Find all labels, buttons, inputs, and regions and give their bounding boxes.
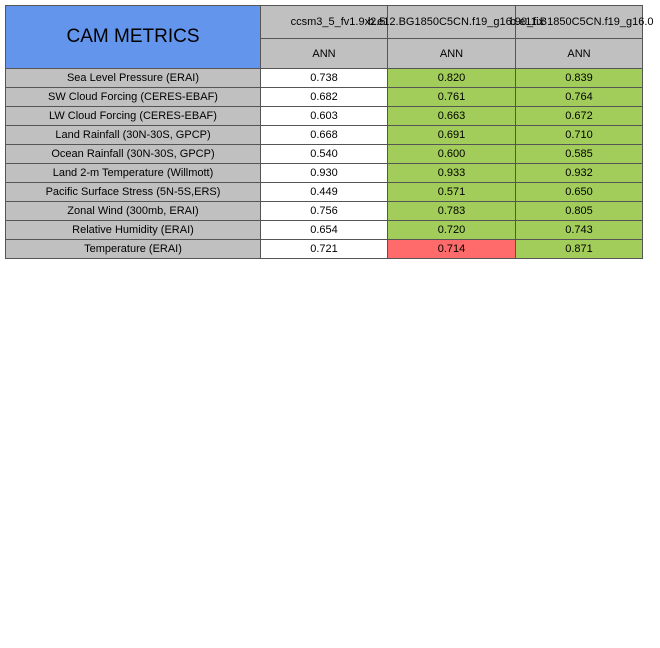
row-label: Land Rainfall (30N-30S, GPCP)	[6, 126, 261, 145]
table-row	[6, 240, 643, 259]
row-label: Land 2-m Temperature (Willmott)	[6, 164, 261, 183]
case-header-2	[368, 6, 545, 39]
period-header-3: ANN	[516, 39, 643, 69]
metric-value: 0.663	[388, 107, 516, 126]
table-row	[6, 88, 643, 107]
case-header-3	[510, 6, 654, 39]
metric-value: 0.720	[388, 221, 516, 240]
metric-value: 0.691	[388, 126, 516, 145]
table-row	[6, 107, 643, 126]
row-label: SW Cloud Forcing (CERES-EBAF)	[6, 88, 261, 107]
table-row	[6, 126, 643, 145]
metric-value: 0.714	[388, 240, 516, 259]
metric-value: 0.668	[261, 126, 388, 145]
metric-value: 0.743	[516, 221, 643, 240]
metric-value: 0.603	[261, 107, 388, 126]
metric-value: 0.654	[261, 221, 388, 240]
metric-value: 0.682	[261, 88, 388, 107]
row-label: Relative Humidity (ERAI)	[6, 221, 261, 240]
metric-value: 0.805	[516, 202, 643, 221]
metric-value: 0.764	[516, 88, 643, 107]
table-row	[6, 164, 643, 183]
case-name-3: b.e11.B1850C5CN.f19_g16.0	[510, 16, 654, 28]
metric-value: 0.933	[388, 164, 516, 183]
metric-value: 0.932	[516, 164, 643, 183]
metric-value: 0.761	[388, 88, 516, 107]
metric-value: 0.650	[516, 183, 643, 202]
case-header-row	[6, 6, 643, 39]
table-row	[6, 183, 643, 202]
metric-value: 0.871	[516, 240, 643, 259]
metric-value: 0.585	[516, 145, 643, 164]
period-header-2: ANN	[388, 39, 516, 69]
metric-value: 0.930	[261, 164, 388, 183]
metric-value: 0.600	[388, 145, 516, 164]
metrics-table	[5, 5, 654, 259]
table-row	[6, 145, 643, 164]
period-header-1: ANN	[261, 39, 388, 69]
metric-value: 0.738	[261, 69, 388, 88]
table-row	[6, 202, 643, 221]
metric-value: 0.672	[516, 107, 643, 126]
metric-value: 0.721	[261, 240, 388, 259]
row-label: Pacific Surface Stress (5N-5S,ERS)	[6, 183, 261, 202]
row-label: Ocean Rainfall (30N-30S, GPCP)	[6, 145, 261, 164]
table-row	[6, 221, 643, 240]
metric-value: 0.820	[388, 69, 516, 88]
metric-value: 0.756	[261, 202, 388, 221]
row-label: Zonal Wind (300mb, ERAI)	[6, 202, 261, 221]
table-title: CAM METRICS	[6, 6, 261, 69]
row-label: LW Cloud Forcing (CERES-EBAF)	[6, 107, 261, 126]
row-label: Temperature (ERAI)	[6, 240, 261, 259]
table-row	[6, 69, 643, 88]
metric-value: 0.540	[261, 145, 388, 164]
row-label: Sea Level Pressure (ERAI)	[6, 69, 261, 88]
metric-value: 0.710	[516, 126, 643, 145]
case-name-2: b.e12.BG1850C5CN.f19_g16.90_fix	[368, 16, 545, 28]
metric-value: 0.839	[516, 69, 643, 88]
metric-value: 0.571	[388, 183, 516, 202]
metric-value: 0.449	[261, 183, 388, 202]
case-name-1: ccsm3_5_fv1.9x2.5	[290, 16, 386, 28]
metrics-body	[6, 69, 643, 259]
metric-value: 0.783	[388, 202, 516, 221]
